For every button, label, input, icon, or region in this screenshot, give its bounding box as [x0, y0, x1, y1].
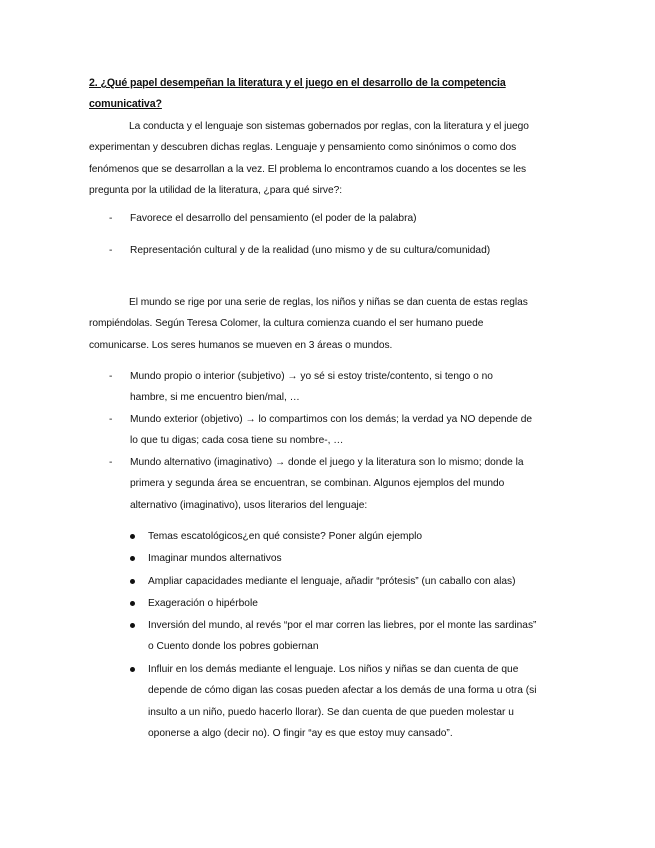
heading-line: 2. ¿Qué papel desempeñan la literatura y el juego en el desarrollo de la competencia — [89, 77, 506, 89]
list-item-line: Mundo alternativo (imaginativo) → donde el juego y la literatura son lo mismo; donde la — [130, 457, 524, 468]
list-item — [109, 240, 564, 261]
paragraph-worlds — [89, 292, 559, 356]
paragraph-line: comunicarse. Los seres humanos se mueven en 3 áreas o mundos. — [89, 339, 393, 351]
bullet-item — [129, 659, 569, 744]
bullet-item — [129, 615, 569, 658]
dash-marker: - — [109, 371, 113, 382]
list-item-line: alternativo (imaginativo), usos literarios del lenguaje: — [130, 499, 368, 511]
paragraph-line: pregunta por la utilidad de la literatura, ¿para qué sirve?: — [89, 184, 342, 196]
list-item — [109, 208, 564, 229]
bullet-line: Influir en los demás mediante el lenguaje. Los niños y niñas se dan cuenta de que — [148, 664, 519, 675]
bullet-dot-icon — [130, 556, 135, 561]
dash-marker: - — [109, 213, 113, 224]
bullet-line: Inversión del mundo, al revés “por el mar corren las liebres, por el monte las sardinas” — [148, 620, 537, 631]
paragraph-line: La conducta y el lenguaje son sistemas gobernados por reglas, con la literatura y el juego — [129, 121, 529, 132]
bullet-item — [129, 526, 569, 547]
paragraph-intro — [89, 116, 559, 201]
section-heading — [89, 73, 529, 115]
bullet-line: depende de cómo digan las cosas pueden afectar a los demás de una forma u otra (si — [148, 685, 537, 697]
heading-line: comunicativa? — [89, 98, 162, 110]
list-item-line: primera y segunda área se encuentran, se combinan. Algunos ejemplos del mundo — [130, 478, 505, 490]
list-item-text: Representación cultural y de la realidad (uno mismo y de su cultura/comunidad) — [130, 245, 491, 256]
bullet-text: Imaginar mundos alternativos — [148, 553, 282, 564]
list-item — [109, 452, 564, 516]
bullet-item — [129, 548, 569, 569]
dash-marker: - — [109, 414, 113, 425]
list-item-text: Favorece el desarrollo del pensamiento (el poder de la palabra) — [130, 213, 417, 224]
bullet-dot-icon — [130, 579, 135, 584]
bullet-item — [129, 593, 569, 614]
bullet-dot-icon — [130, 534, 135, 539]
list-item-line: lo que tu digas; cada cosa tiene su nombre-, … — [130, 435, 344, 447]
bullet-dot-icon — [130, 623, 135, 628]
paragraph-line: El mundo se rige por una serie de reglas, los niños y niñas se dan cuenta de estas reglas — [129, 297, 528, 308]
paragraph-line: rompiéndolas. Según Teresa Colomer, la cultura comienza cuando el ser humano puede — [89, 318, 484, 330]
list-item-line: hambre, si me encuentro bien/mal, … — [130, 392, 300, 404]
list-item — [109, 409, 564, 452]
paragraph-line: fenómenos que se desarrollan a la vez. El problema lo encontramos cuando a los docentes se les — [89, 163, 527, 175]
list-item — [109, 366, 564, 409]
bullet-text: Temas escatológicos¿en qué consiste? Poner algún ejemplo — [148, 531, 423, 542]
bullet-dot-icon — [130, 601, 135, 606]
bullet-line: oponerse a algo (decir no). O fingir “ay es que estoy muy cansado”. — [148, 727, 453, 739]
list-item-line: Mundo propio o interior (subjetivo) → yo sé si estoy triste/contento, si tengo o no — [130, 371, 493, 382]
list-item-line: Mundo exterior (objetivo) → lo compartimos con los demás; la verdad ya NO depende de — [130, 414, 533, 425]
bullet-line: o Cuento donde los pobres gobiernan — [148, 641, 319, 653]
dash-marker: - — [109, 245, 113, 256]
dash-marker: - — [109, 457, 113, 468]
bullet-text: Ampliar capacidades mediante el lenguaje, añadir “prótesis” (un caballo con alas) — [148, 576, 516, 587]
bullet-line: insulto a un niño, puedo hacerlo llorar). Se dan cuenta de que pueden molestar u — [148, 706, 514, 718]
bullet-dot-icon — [130, 667, 135, 672]
paragraph-line: experimentan y descubren dichas reglas. Lenguaje y pensamiento como sinónimos o como dos — [89, 142, 517, 154]
bullet-item — [129, 571, 569, 592]
bullet-text: Exageración o hipérbole — [148, 598, 258, 609]
